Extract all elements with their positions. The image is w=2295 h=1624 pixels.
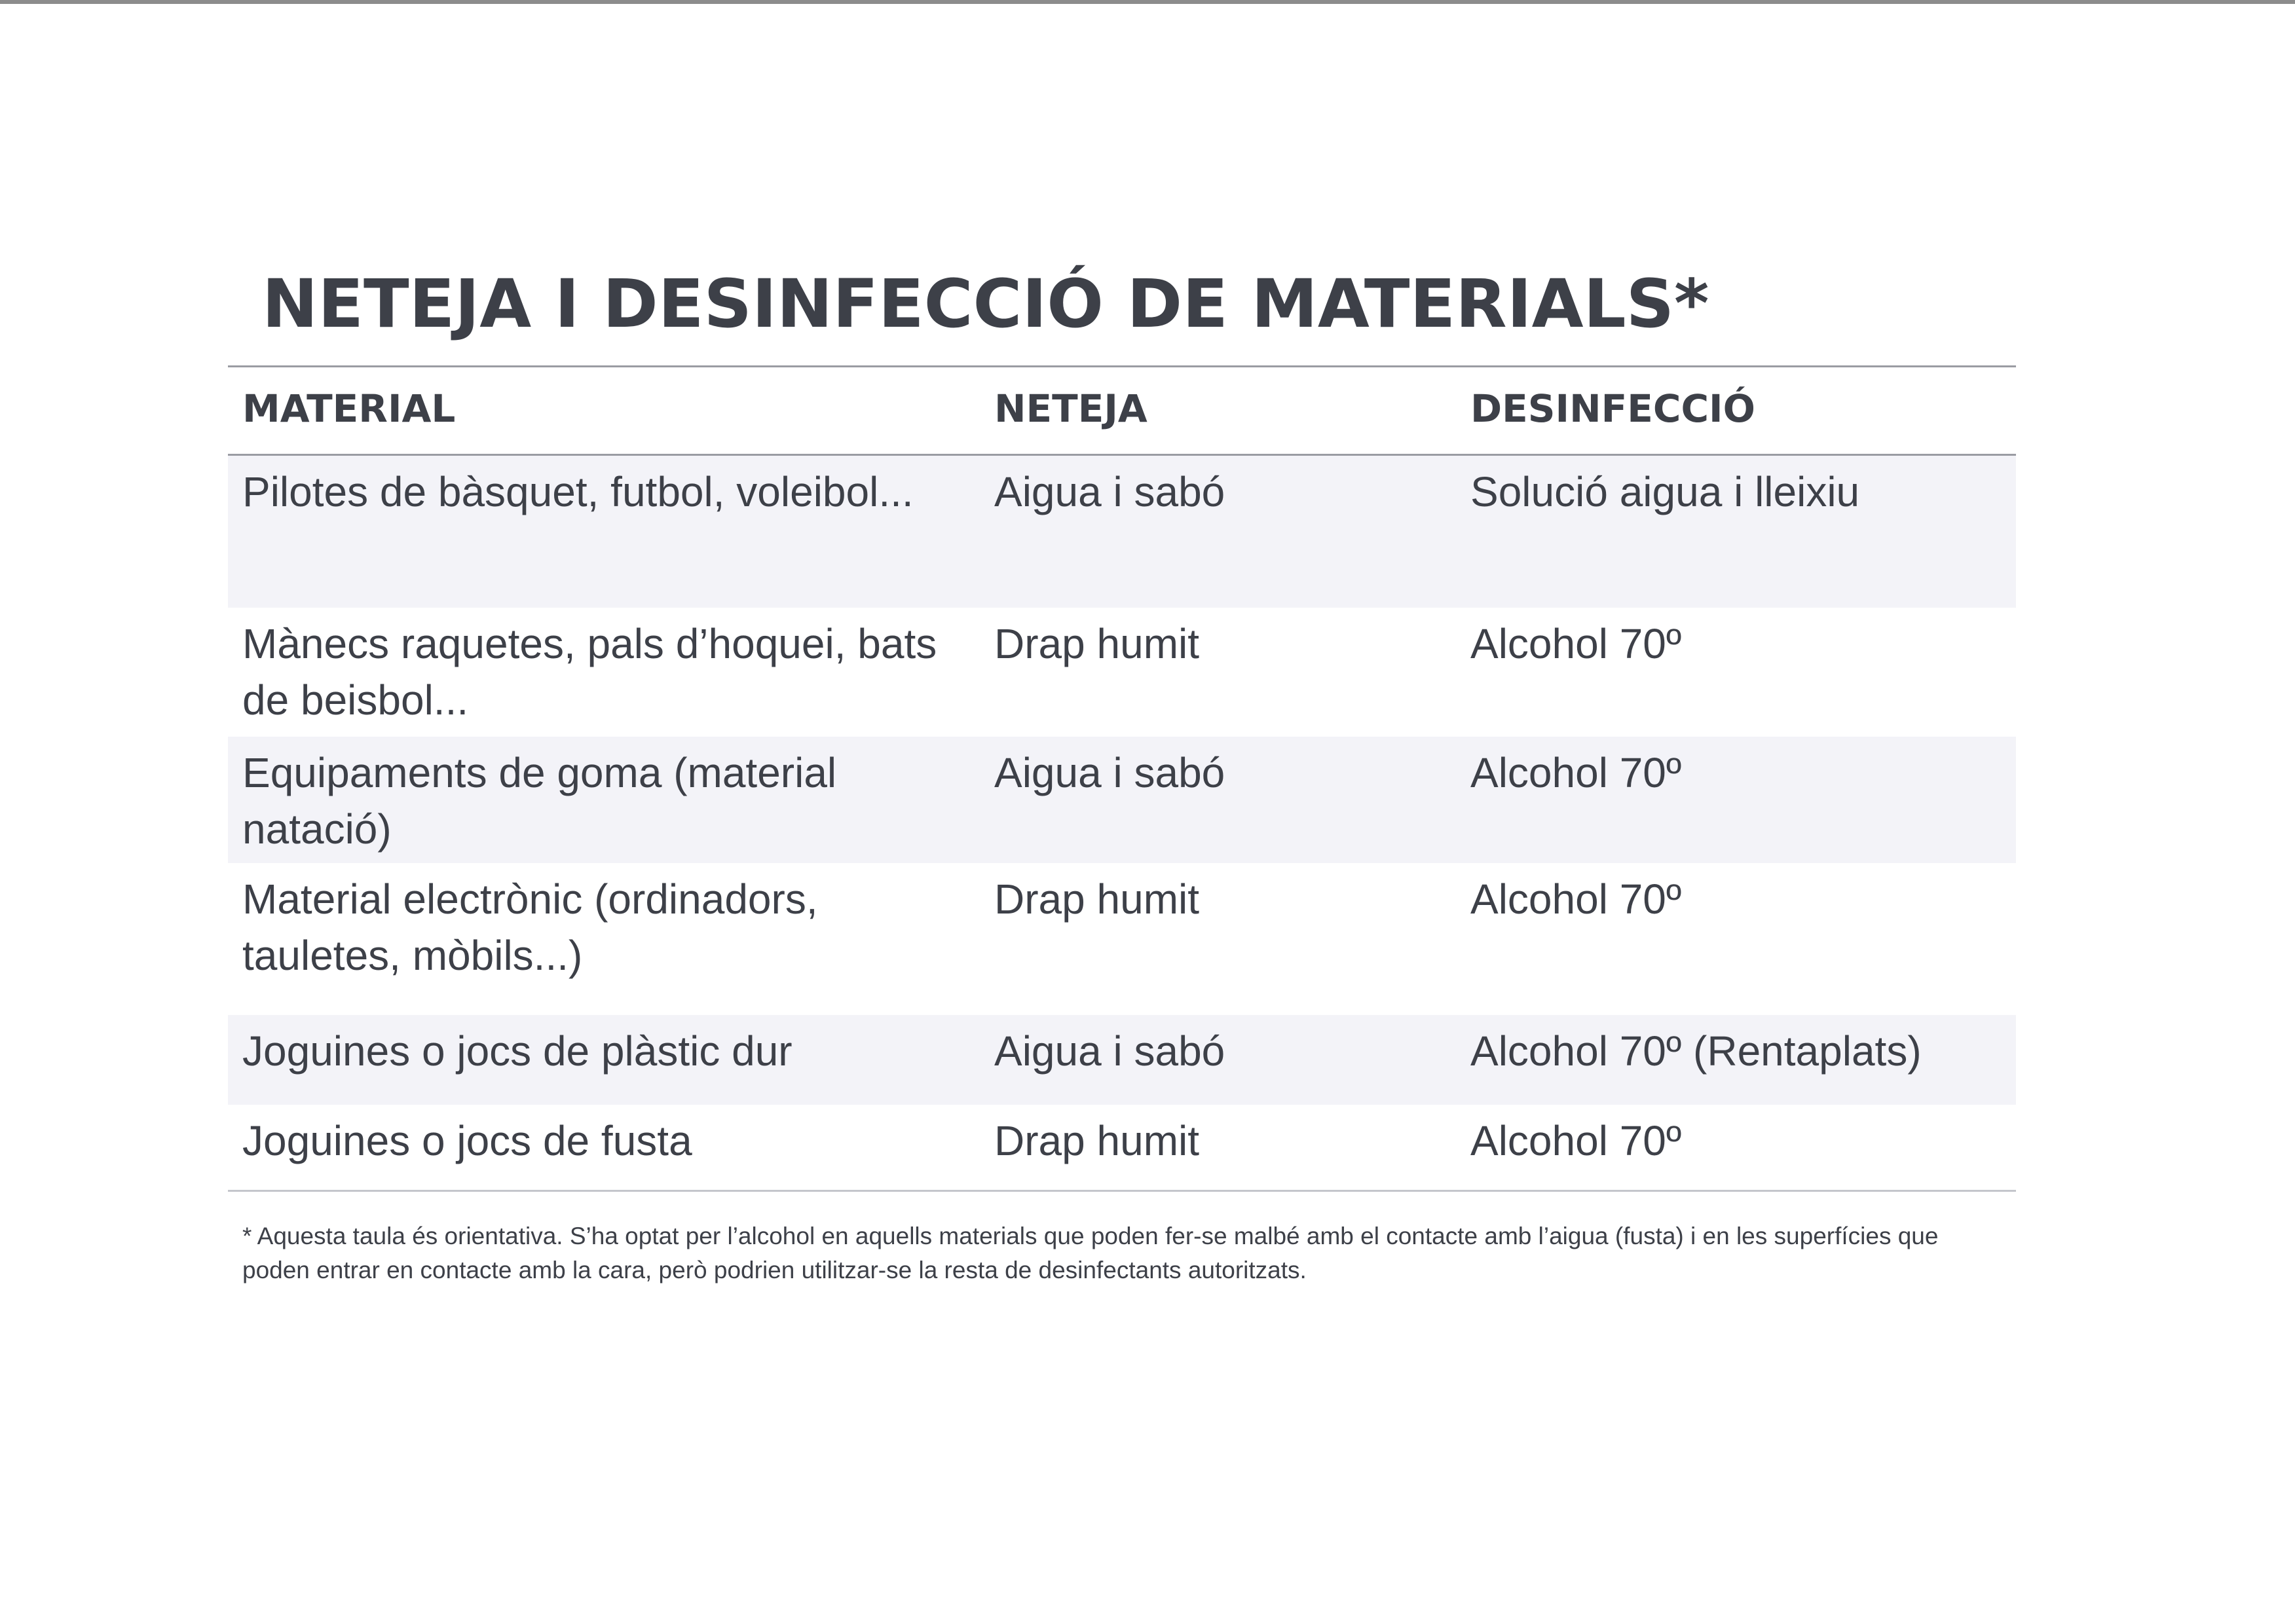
cell-material: Joguines o jocs de plàstic dur	[242, 1027, 793, 1075]
header-neteja: NETEJA	[994, 386, 1148, 431]
cell-neteja: Aigua i sabó	[994, 468, 1225, 515]
cell-neteja: Drap humit	[994, 876, 1199, 923]
table-row	[228, 737, 2016, 863]
cell-material: Material electrònic (ordinadors, tauletes, mòbils...)	[242, 876, 818, 979]
cell-neteja: Drap humit	[994, 620, 1199, 667]
cell-desinfeccio: Solució aigua i lleixiu	[1470, 468, 1860, 515]
cell-desinfeccio: Alcohol 70º (Rentaplats)	[1470, 1027, 1922, 1075]
scan-edge	[0, 0, 2295, 4]
cell-material: Pilotes de bàsquet, futbol, voleibol...	[242, 468, 914, 515]
cell-neteja: Aigua i sabó	[994, 749, 1225, 796]
cell-desinfeccio: Alcohol 70º	[1470, 620, 1682, 667]
table-header-row	[228, 367, 2016, 456]
cell-material: Mànecs raquetes, pals d’hoquei, bats de beisbol...	[242, 620, 937, 724]
cell-desinfeccio: Alcohol 70º	[1470, 749, 1682, 796]
header-desinfeccio: DESINFECCIÓ	[1470, 386, 1755, 431]
header-material: MATERIAL	[242, 386, 456, 431]
table-row	[228, 1015, 2016, 1105]
cell-material: Equipaments de goma (material natació)	[242, 749, 837, 853]
cell-neteja: Drap humit	[994, 1117, 1199, 1164]
table-row	[228, 1105, 2016, 1192]
table-row	[228, 863, 2016, 1015]
page-title: NETEJA I DESINFECCIÓ DE MATERIALS*	[262, 265, 1709, 343]
cell-neteja: Aigua i sabó	[994, 1027, 1225, 1075]
table-row	[228, 608, 2016, 737]
materials-table	[228, 365, 2016, 1192]
cell-material: Joguines o jocs de fusta	[242, 1117, 692, 1164]
cell-desinfeccio: Alcohol 70º	[1470, 1117, 1682, 1164]
footnote: * Aquesta taula és orientativa. S’ha optat per l’alcohol en aquells materials que poden fer-se malbé amb el contacte amb l’aigua (fusta) i en les superfícies que poden entrar en contacte amb la cara, però podrien utilitzar-se la resta de desinfectants autoritzats.	[242, 1223, 1939, 1283]
table-row	[228, 456, 2016, 608]
cell-desinfeccio: Alcohol 70º	[1470, 876, 1682, 923]
